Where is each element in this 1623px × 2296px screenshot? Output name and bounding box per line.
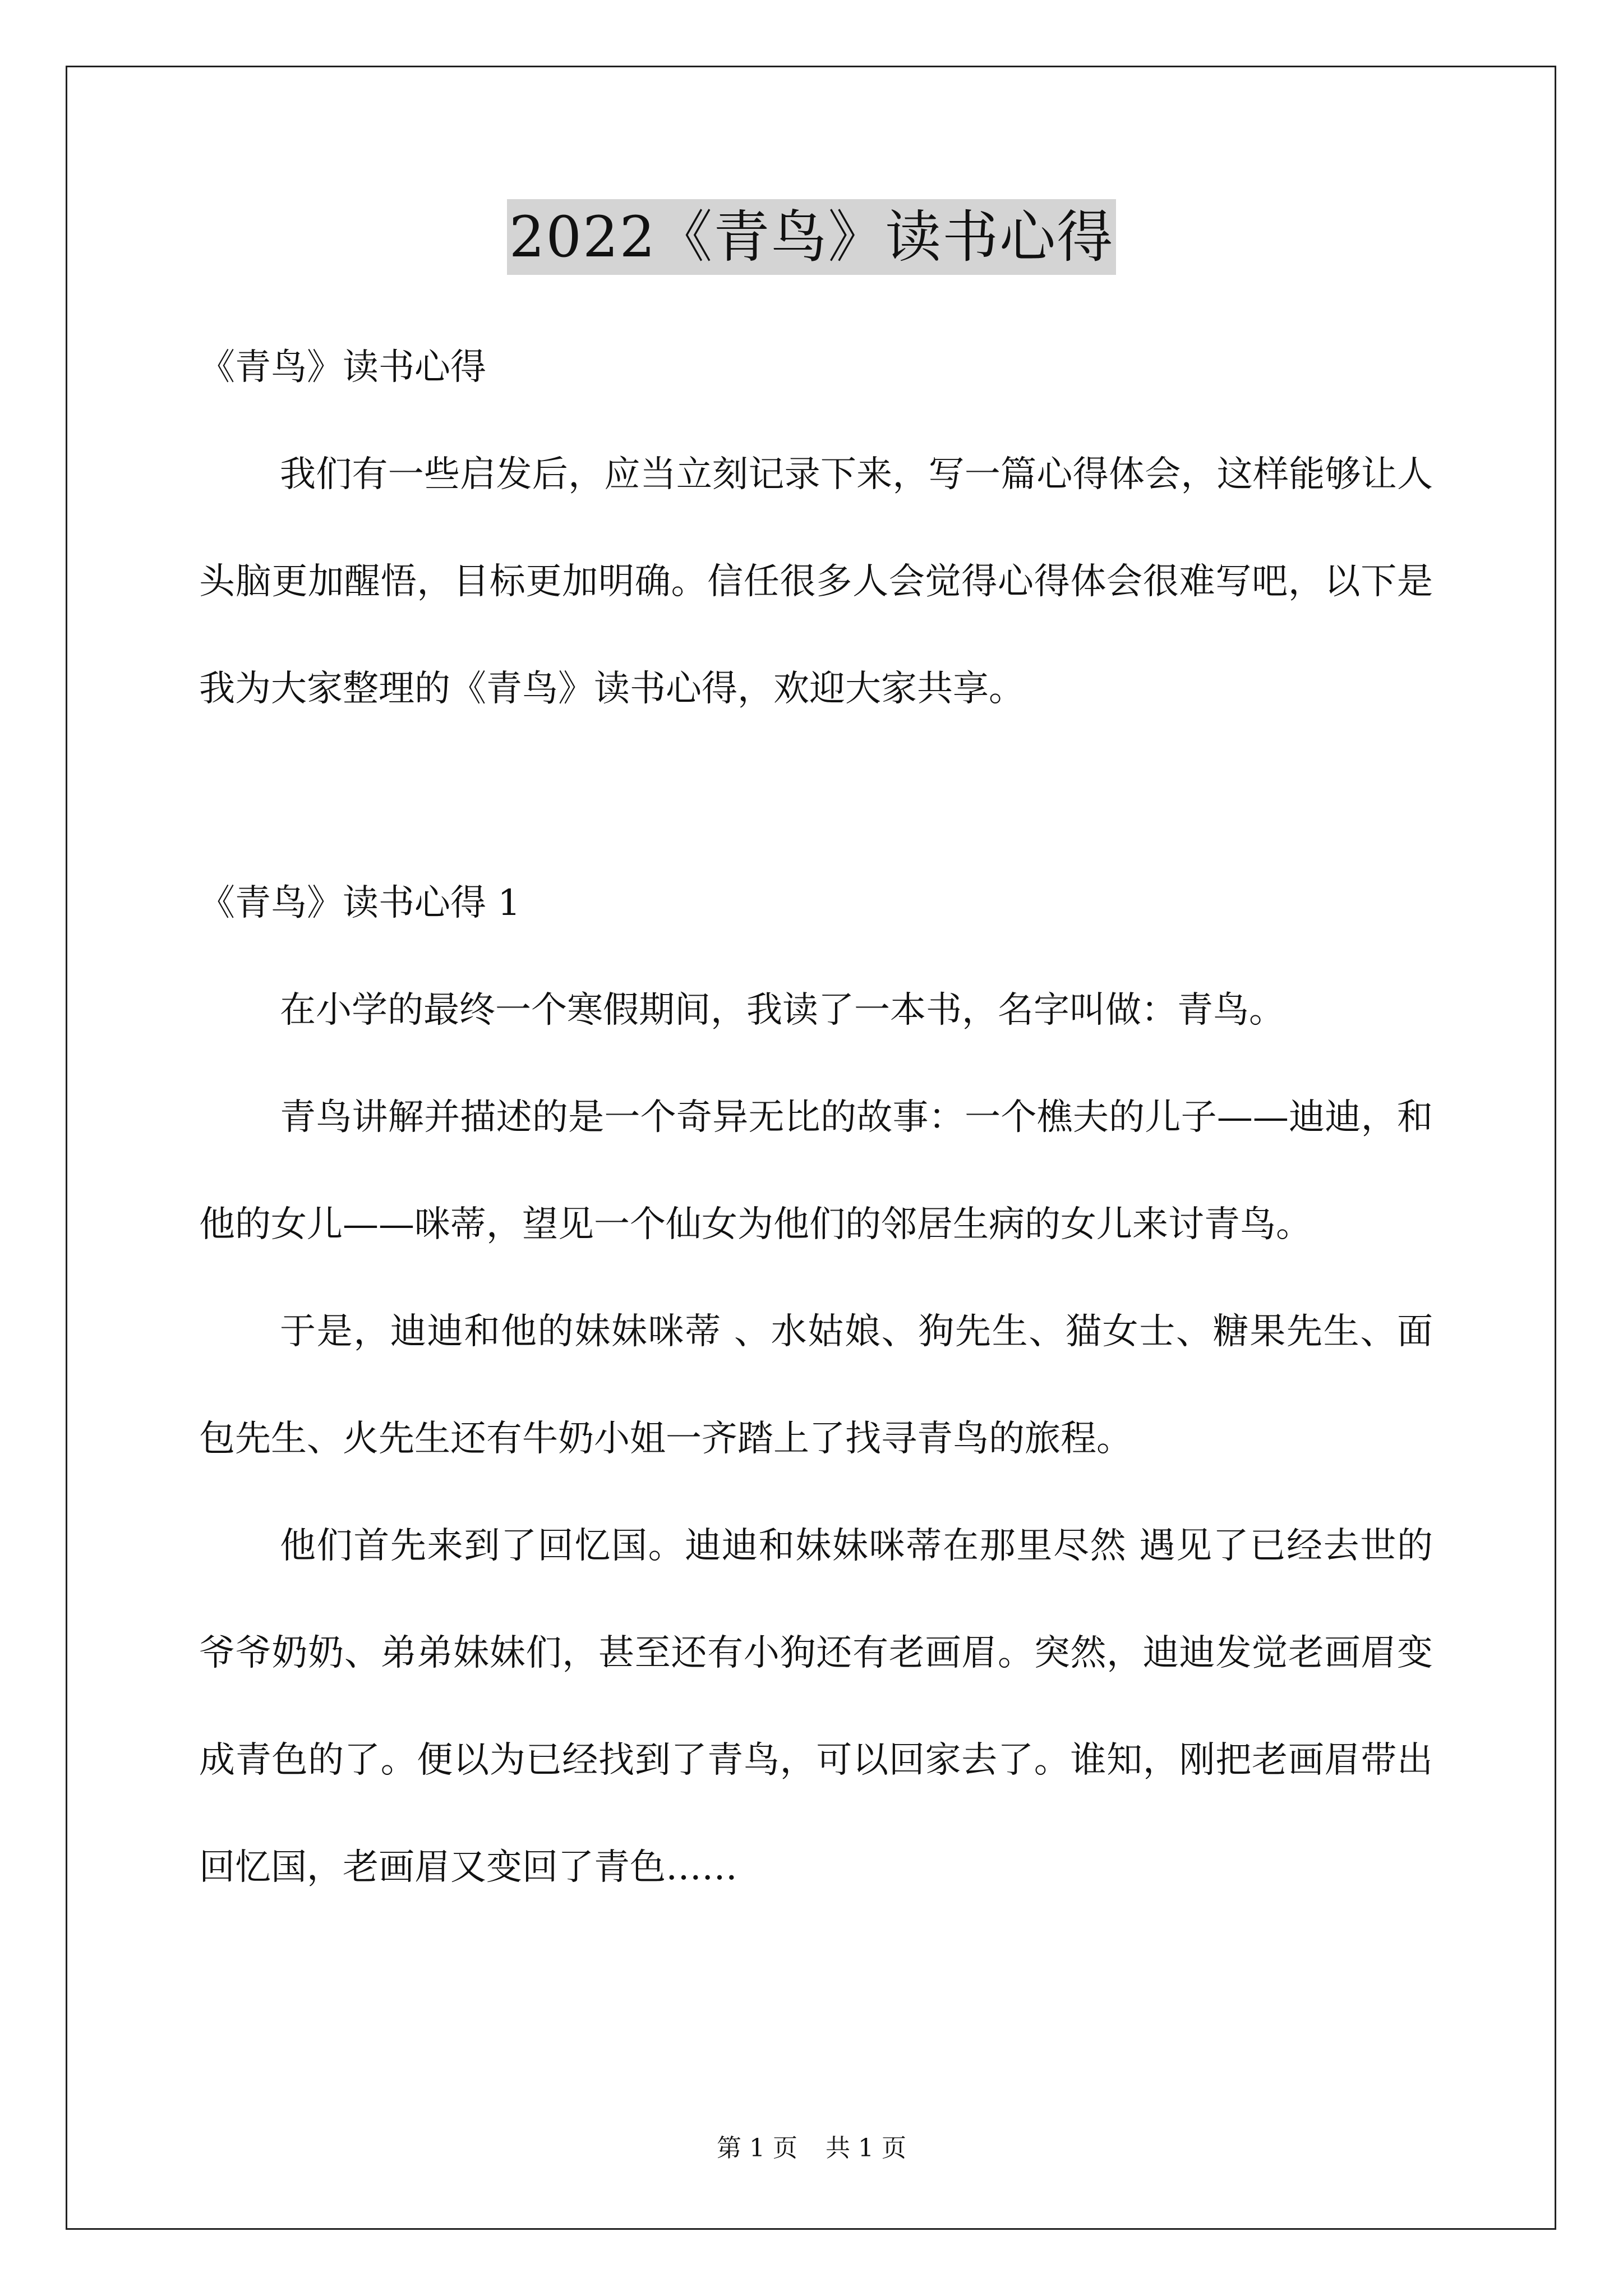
document-body: [199, 314, 1433, 1921]
title-container: [0, 199, 1623, 275]
page-total: 共 1 页: [826, 2134, 906, 2162]
document-title: 2022《青鸟》读书心得: [507, 199, 1117, 275]
subtitle: 《青鸟》读书心得: [199, 347, 486, 388]
page-number: 第 1 页: [717, 2134, 797, 2162]
intro-paragraph: 我们有一些启发后，应当立刻记录下来，写一篇心得体会，这样能够让人头脑更加醒悟，目标更加明确。信任很多人会觉得心得体会很难写吧，以下是我为大家整理的《青鸟》读书心得，欢迎大家共享。: [199, 454, 1433, 710]
body-paragraph: 青鸟讲解并描述的是一个奇异无比的故事：一个樵夫的儿子——迪迪，和他的女儿——咪蒂，望见一个仙女为他们的邻居生病的女儿来讨青鸟。: [199, 1097, 1433, 1245]
page-footer: [0, 2132, 1623, 2165]
body-paragraph: 于是，迪迪和他的妹妹咪蒂 、水姑娘、狗先生、猫女士、糖果先生、面包先生、火先生还有牛奶小姐一齐踏上了找寻青鸟的旅程。: [199, 1311, 1433, 1460]
body-paragraph: 在小学的最终一个寒假期间，我读了一本书，名字叫做：青鸟。: [280, 990, 1285, 1031]
body-paragraph: 他们首先来到了回忆国。迪迪和妹妹咪蒂在那里尽然 遇见了已经去世的爷爷奶奶、弟弟妹妹们，甚至还有小狗还有老画眉。突然，迪迪发觉老画眉变成青色的了。便以为已经找到了青鸟，可以回家去了。谁知，刚把老画眉带出回忆国，老画眉又变回了青色……: [199, 1525, 1433, 1888]
section-heading: 《青鸟》读书心得 1: [199, 882, 521, 924]
spacer: [199, 743, 1433, 850]
